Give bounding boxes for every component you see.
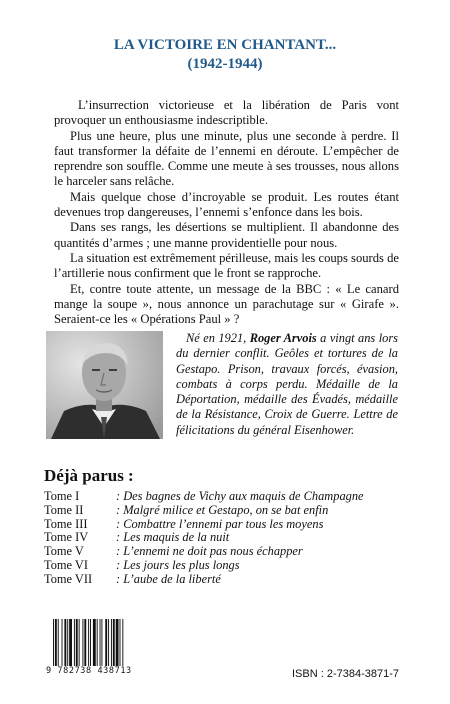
tome-number: Tome V bbox=[44, 544, 84, 559]
isbn-label: ISBN : 2-7384-3871-7 bbox=[292, 668, 400, 680]
tome-number: Tome IV bbox=[44, 530, 89, 545]
title-years: (1942-1944) bbox=[187, 56, 263, 72]
author-name: Roger Arvois bbox=[249, 331, 317, 345]
list-item bbox=[44, 559, 404, 573]
list-item bbox=[44, 573, 404, 587]
tome-title: : Malgré milice et Gestapo, on se bat enfin bbox=[116, 502, 329, 517]
tome-number: Tome I bbox=[44, 489, 80, 503]
list-item bbox=[44, 490, 404, 504]
list-item bbox=[44, 504, 404, 518]
bio-paragraph bbox=[176, 331, 398, 438]
paragraph: Dans ses rangs, les désertions se multiplient. Il abandonne des quantités d’armes ; une manne providentielle pour nous. bbox=[54, 220, 399, 250]
paragraph: La situation est extrêmement périlleuse, mais les coups sourds de l’artillerie nous confirment que le front se rapproche. bbox=[54, 250, 399, 281]
tome-number: Tome II bbox=[44, 502, 84, 517]
author-portrait-image bbox=[46, 331, 163, 439]
tome-number: Tome VI bbox=[44, 557, 88, 572]
tome-title: : Les jours les plus longs bbox=[116, 557, 240, 572]
author-photo bbox=[46, 331, 163, 439]
tome-title: : L’aube de la liberté bbox=[116, 571, 221, 586]
bio-intro: Né en 1921, bbox=[186, 331, 247, 345]
tome-number: Tome III bbox=[44, 516, 88, 531]
paragraph: Mais quelque chose d’incroyable se produit. Les routes étant devenues trop dangereuses, l’ennemi s’enfonce dans les bois. bbox=[54, 189, 399, 220]
tome-list bbox=[44, 490, 404, 587]
bio-text: a vingt ans lors du dernier conflit. Geôles et tortures de la Gestapo. Prison, travaux forcés, évasion, combats à corps perdu. Médaille de la Déportation, médaille des Évadés, médaille de la Résistance, Croix de Guerre. Lettre de félicitations du général Eisenhower. bbox=[176, 331, 398, 437]
paragraph: Plus une heure, plus une minute, plus une seconde à perdre. Il faut transformer la défaite de l’ennemi en déroute. L’empêcher de reprendre son souffle. Comme une meute à ses trousses, nous allons le harceler sans relâche. bbox=[54, 128, 399, 189]
list-item bbox=[44, 518, 404, 532]
author-bio bbox=[176, 331, 398, 438]
title-main: LA VICTOIRE EN CHANTANT... bbox=[113, 37, 337, 53]
tome-title: : Des bagnes de Vichy aux maquis de Champagne bbox=[116, 489, 364, 503]
tome-title: : L’ennemi ne doit pas nous échapper bbox=[116, 544, 303, 559]
list-item bbox=[44, 545, 404, 559]
paragraph: L’insurrection victorieuse et la libération de Paris vont provoquer un enthousiasme indescriptible. bbox=[54, 98, 399, 128]
barcode-digits: 9 782738 438713 bbox=[46, 666, 132, 676]
tome-number: Tome VII bbox=[44, 571, 93, 586]
book-title bbox=[0, 36, 450, 74]
tome-title: : Combattre l’ennemi par tous les moyens bbox=[116, 516, 324, 531]
list-item bbox=[44, 531, 404, 545]
tome-title: : Les maquis de la nuit bbox=[116, 530, 230, 545]
paragraph: Et, contre toute attente, un message de la BBC : « Le canard mange la soupe », nous annonce un parachutage sur « Girafe ». Seraient-ce les « Opérations Paul » ? bbox=[54, 281, 399, 327]
deja-parus-heading: Déjà parus : bbox=[44, 466, 134, 485]
back-cover-text bbox=[54, 98, 399, 327]
barcode-icon bbox=[53, 619, 143, 666]
